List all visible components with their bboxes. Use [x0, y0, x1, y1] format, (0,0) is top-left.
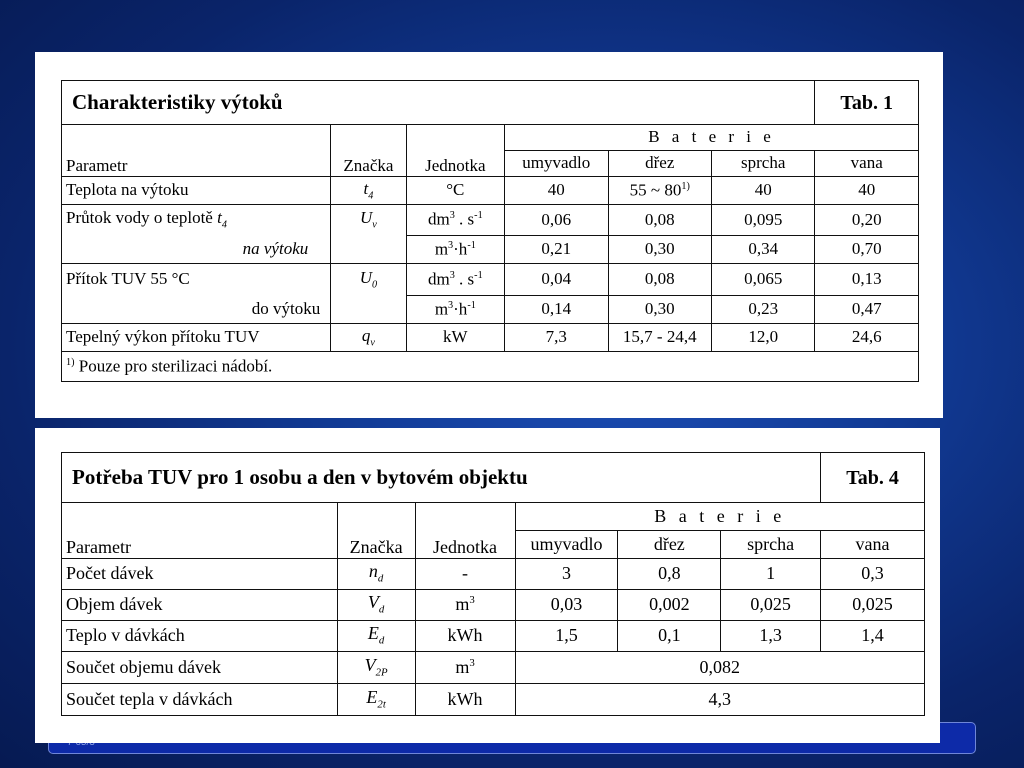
table1-row-prutok-b [62, 236, 919, 264]
table-cell: 24,6 [815, 324, 919, 352]
row-label-continued: do výtoku [62, 296, 331, 324]
row-symbol: $t_4$ [331, 177, 406, 205]
table-cell: 0,06 [505, 205, 608, 236]
table1 [61, 80, 919, 382]
table-cell: 40 [815, 177, 919, 205]
table-cell: 0,08 [608, 264, 711, 296]
table-cell: 12,0 [711, 324, 814, 352]
table2-header-row-1 [62, 503, 925, 531]
table-cell: 7,3 [505, 324, 608, 352]
table2-card [35, 428, 940, 743]
table1-header-param: Parametr [62, 125, 331, 177]
table1-row-vykon [62, 324, 919, 352]
table2-col-vana: vana [821, 531, 925, 559]
table1-title-row [62, 81, 919, 125]
row-label: Teplo v dávkách [62, 621, 338, 652]
table1-header-znacka: Značka [331, 125, 406, 177]
table-cell: 0,3 [821, 559, 925, 590]
row-unit: - [415, 559, 515, 590]
table-cell-merged: 0,082 [515, 652, 925, 684]
table2-tab-label: Tab. 4 [821, 453, 925, 503]
table2-col-sprcha: sprcha [721, 531, 821, 559]
table-cell: 0,025 [821, 590, 925, 621]
table-cell: 0,04 [505, 264, 608, 296]
table-cell: 1 [721, 559, 821, 590]
table1-header-baterie: B a t e r i e [505, 125, 919, 151]
table-cell: 40 [505, 177, 608, 205]
table2-title: Potřeba TUV pro 1 osobu a den v bytovém objektu [62, 453, 821, 503]
table-cell: 0,14 [505, 296, 608, 324]
row-label: Teplota na výtoku [62, 177, 331, 205]
row-symbol: $E_{2t}$ [337, 684, 415, 716]
table-cell: 40 [711, 177, 814, 205]
row-label: Tepelný výkon přítoku TUV [62, 324, 331, 352]
row-symbol: $U_v$ [331, 205, 406, 236]
row-symbol: $V_d$ [337, 590, 415, 621]
row-symbol: $E_d$ [337, 621, 415, 652]
table-cell: 3 [515, 559, 618, 590]
row-unit: $m^3\cdot h^{-1}$ [406, 296, 504, 324]
table2-col-drez: dřez [618, 531, 721, 559]
row-label: Počet dávek [62, 559, 338, 590]
table-cell: 0,20 [815, 205, 919, 236]
table-cell: 0,002 [618, 590, 721, 621]
table1-col-vana: vana [815, 151, 919, 177]
table2-row-pocet [62, 559, 925, 590]
table-cell: 0,21 [505, 236, 608, 264]
table1-row-teplota [62, 177, 919, 205]
row-unit: $dm^3$ . $s^{-1}$ [406, 205, 504, 236]
table-cell: 0,8 [618, 559, 721, 590]
table-cell: 1,3 [721, 621, 821, 652]
row-symbol: $U_0$ [331, 264, 406, 296]
table-cell: 0,30 [608, 236, 711, 264]
table-cell: 0,23 [711, 296, 814, 324]
table-cell: 0,70 [815, 236, 919, 264]
row-label: Objem dávek [62, 590, 338, 621]
table1-col-umyvadlo: umyvadlo [505, 151, 608, 177]
row-label: Součet objemu dávek [62, 652, 338, 684]
table1-row-pritok-a [62, 264, 919, 296]
table1-tab-label: Tab. 1 [815, 81, 919, 125]
table-cell: 15,7 - 24,4 [608, 324, 711, 352]
row-unit: $m^3$ [415, 652, 515, 684]
table1-footnote-row [62, 352, 919, 382]
table2-header-jednotka: Jednotka [415, 503, 515, 559]
table2-title-row [62, 453, 925, 503]
table2-col-umyvadlo: umyvadlo [515, 531, 618, 559]
row-unit: $m^3\cdot h^{-1}$ [406, 236, 504, 264]
row-symbol-empty [331, 296, 406, 324]
row-label: Průtok vody o teplotě $t_4$ [62, 205, 331, 236]
table1-header-jednotka: Jednotka [406, 125, 504, 177]
table2 [61, 452, 925, 716]
table-cell-merged: 4,3 [515, 684, 925, 716]
row-unit: °C [406, 177, 504, 205]
table-cell: 0,025 [721, 590, 821, 621]
row-unit: $m^3$ [415, 590, 515, 621]
table1-header-row-1 [62, 125, 919, 151]
table2-row-soucet-objemu [62, 652, 925, 684]
row-symbol: $n_d$ [337, 559, 415, 590]
table-cell: 0,13 [815, 264, 919, 296]
table1-row-pritok-b [62, 296, 919, 324]
table-cell: 0,03 [515, 590, 618, 621]
row-unit: $dm^3$ . $s^{-1}$ [406, 264, 504, 296]
table2-header-baterie: B a t e r i e [515, 503, 925, 531]
table-cell: 1,4 [821, 621, 925, 652]
row-label-continued: na výtoku [62, 236, 331, 264]
table-cell: 0,08 [608, 205, 711, 236]
table2-row-soucet-tepla [62, 684, 925, 716]
table1-col-sprcha: sprcha [711, 151, 814, 177]
table1-footnote: $^{1)}$ Pouze pro sterilizaci nádobí. [62, 352, 919, 382]
table2-row-objem [62, 590, 925, 621]
table1-title: Charakteristiky výtoků [62, 81, 815, 125]
table1-col-drez: dřez [608, 151, 711, 177]
table-cell: 1,5 [515, 621, 618, 652]
table2-row-teplo [62, 621, 925, 652]
row-unit: kWh [415, 684, 515, 716]
row-symbol-empty [331, 236, 406, 264]
row-symbol: $V_{2P}$ [337, 652, 415, 684]
row-unit: kWh [415, 621, 515, 652]
table-cell: 0,065 [711, 264, 814, 296]
row-symbol: $q_v$ [331, 324, 406, 352]
row-label: Přítok TUV 55 °C [62, 264, 331, 296]
row-label: Součet tepla v dávkách [62, 684, 338, 716]
row-unit: kW [406, 324, 504, 352]
table2-header-znacka: Značka [337, 503, 415, 559]
table-cell: 0,095 [711, 205, 814, 236]
table-cell: 55 ~ 80$^{1)}$ [608, 177, 711, 205]
table1-card [35, 52, 943, 418]
table-cell: 0,34 [711, 236, 814, 264]
table-cell: 0,1 [618, 621, 721, 652]
table1-row-prutok-a [62, 205, 919, 236]
table-cell: 0,47 [815, 296, 919, 324]
table-cell: 0,30 [608, 296, 711, 324]
table2-header-param: Parametr [62, 503, 338, 559]
